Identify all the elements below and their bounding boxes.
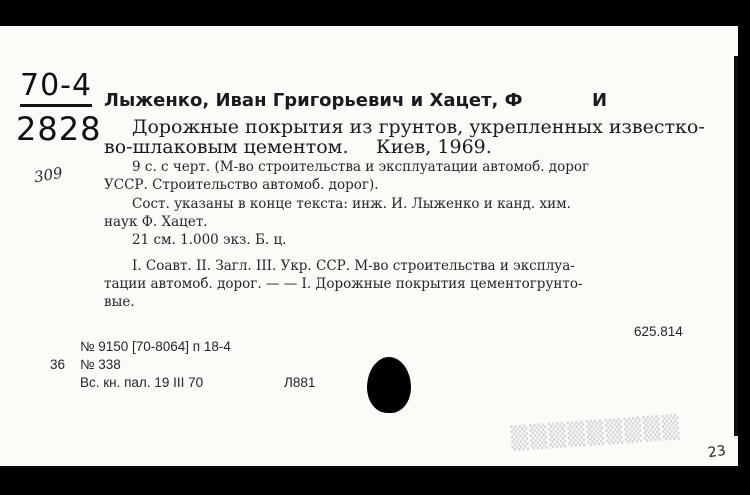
faint-stamp: ▒▒▒▒▒▒▒▒▒ xyxy=(510,415,682,452)
tracings-line-2: тации автомоб. дорог. — — I. Дорожные покрытия цементогрунто- xyxy=(104,276,583,292)
description-line-2: УССР. Строительство автомоб. дорог). xyxy=(104,177,379,193)
chamber-line: Вс. кн. пал. 19 III 70 xyxy=(80,375,204,390)
author-initial: И xyxy=(592,90,608,111)
left-number: 36 xyxy=(50,357,66,372)
tracings-line-3: вые. xyxy=(104,294,135,310)
title-line-2: во-шлаковым цементом. xyxy=(104,136,349,158)
format-line: 21 см. 1.000 экз. Б. ц. xyxy=(132,232,287,248)
catalog-card xyxy=(0,26,738,466)
call-number-top: 70-4 xyxy=(20,68,92,107)
note-line-1: Сост. указаны в конце текста: инж. И. Лыженко и канд. хим. xyxy=(132,196,571,212)
order-number: № 9150 [70-8064] п 18-4 xyxy=(80,339,231,354)
tracings-line-1: I. Соавт. II. Загл. III. Укр. ССР. М-во строительства и эксплуа- xyxy=(132,258,575,274)
author-line: Лыженко, Иван Григорьевич и Хацет, Ф xyxy=(104,90,523,111)
call-number-bottom: 2828 xyxy=(16,110,102,148)
corner-mark: 23 xyxy=(706,442,727,462)
l-code: Л881 xyxy=(284,375,316,390)
side-scribble: 309 xyxy=(32,163,64,187)
publication-place-year: Киев, 1969. xyxy=(376,136,492,158)
title-line-1: Дорожные покрытия из грунтов, укрепленных известко- xyxy=(132,116,705,138)
note-line-2: наук Ф. Хацет. xyxy=(104,214,208,230)
description-line-1: 9 с. с черт. (М-во строительства и эксплуатации автомоб. дорог xyxy=(132,159,590,175)
card-number: № 338 xyxy=(80,357,121,372)
ink-blot xyxy=(367,357,411,413)
classification-number: 625.814 xyxy=(634,324,683,339)
